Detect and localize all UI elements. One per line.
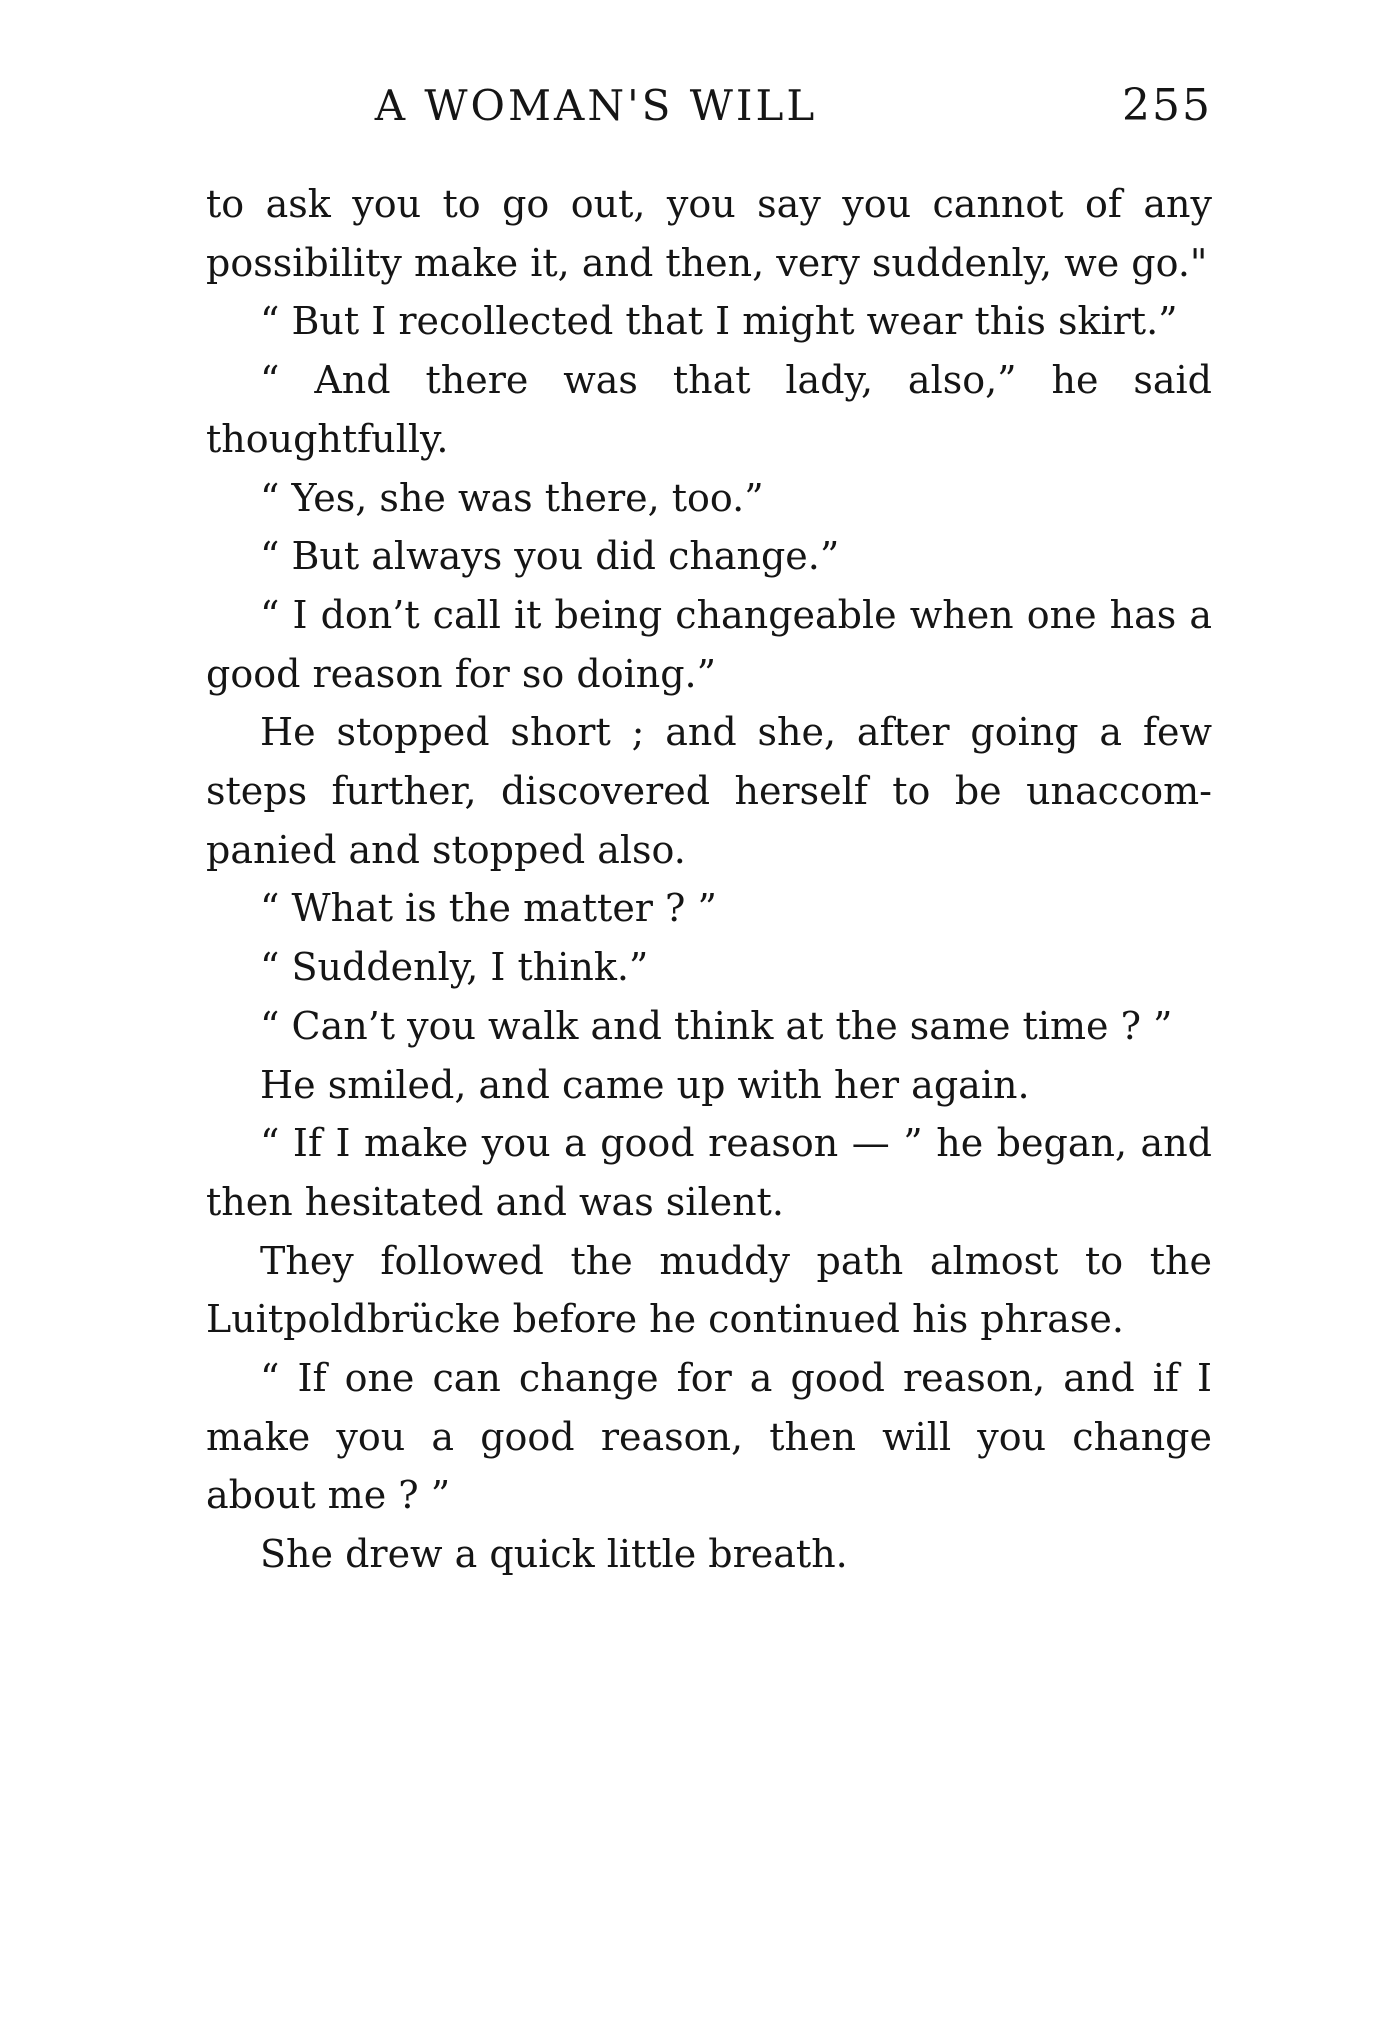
paragraph: “ But I recollected that I might wear this skirt.” (260, 299, 1178, 344)
page-number: 255 (1122, 80, 1212, 131)
paragraph: They followed the muddy path almost to the Luitpoldbrücke before he continued his phrase. (206, 1238, 1212, 1342)
paragraph: “ Can’t you walk and think at the same time ? ” (260, 1003, 1173, 1048)
paragraph: “ If one can change for a good reason, and if I make you a good reason, then will you change about me ? ” (206, 1356, 1212, 1518)
paragraph: She drew a quick little breath. (260, 1532, 848, 1577)
paragraph: to ask you to go out, you say you cannot of any possibility make it, and then, very suddenly, we go." (206, 182, 1212, 285)
paragraph: “ If I make you a good reason — ” he began, and then hesitated and was silent. (206, 1121, 1212, 1224)
paragraph: He stopped short ; and she, after going a few steps further, discovered herself to be unaccompanied and stopped also. (206, 710, 1212, 872)
paragraph: “ Yes, she was there, too.” (260, 475, 764, 520)
paragraph: “ I don’t call it being changeable when one has a good reason for so doing.” (206, 592, 1212, 696)
running-title: A WOMAN'S WILL (374, 81, 818, 130)
body-text (206, 175, 1212, 1584)
paragraph: “ And there was that lady, also,” he said thoughtfully. (206, 358, 1212, 461)
paragraph: “ But always you did change.” (260, 534, 840, 579)
paragraph: “ Suddenly, I think.” (260, 945, 649, 990)
running-head (206, 76, 1212, 136)
paragraph: He smiled, and came up with her again. (260, 1062, 1030, 1107)
paragraph: “ What is the matter ? ” (260, 886, 717, 931)
